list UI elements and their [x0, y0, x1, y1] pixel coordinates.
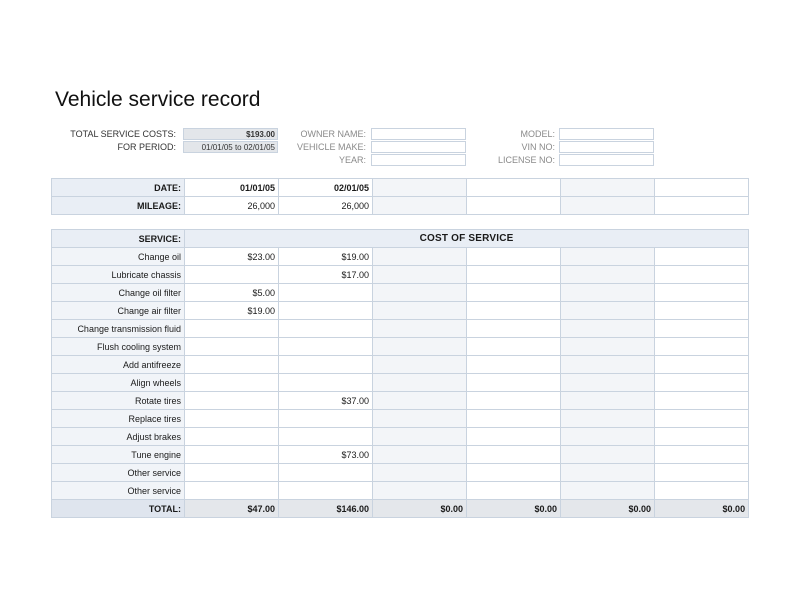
date-cell[interactable]: 01/01/05 [185, 179, 279, 197]
cost-cell[interactable] [467, 446, 561, 464]
cost-cell[interactable]: $37.00 [279, 392, 373, 410]
cost-cell[interactable] [561, 302, 655, 320]
cost-cell[interactable] [373, 374, 467, 392]
cost-cell[interactable] [561, 284, 655, 302]
cost-cell[interactable] [467, 302, 561, 320]
cost-cell[interactable] [467, 320, 561, 338]
service-row [52, 428, 749, 446]
service-row [52, 266, 749, 284]
service-row [52, 338, 749, 356]
service-name: Change transmission fluid [52, 320, 185, 338]
cost-cell[interactable] [561, 266, 655, 284]
cost-cell[interactable] [655, 356, 749, 374]
cost-cell[interactable] [279, 374, 373, 392]
cost-cell[interactable] [561, 356, 655, 374]
cost-cell[interactable] [279, 428, 373, 446]
cost-cell[interactable] [561, 410, 655, 428]
cost-cell[interactable] [467, 266, 561, 284]
service-row [52, 284, 749, 302]
cost-cell[interactable] [185, 338, 279, 356]
service-row [52, 320, 749, 338]
cost-cell[interactable] [467, 338, 561, 356]
service-name: Rotate tires [52, 392, 185, 410]
cost-cell[interactable] [279, 410, 373, 428]
cost-cell[interactable] [185, 266, 279, 284]
cost-cell[interactable] [373, 446, 467, 464]
cost-cell[interactable] [373, 428, 467, 446]
cost-cell[interactable] [655, 464, 749, 482]
cost-of-service-header: COST OF SERVICE [185, 230, 749, 248]
cost-cell[interactable] [279, 338, 373, 356]
service-row [52, 356, 749, 374]
service-row [52, 392, 749, 410]
cost-cell[interactable] [467, 248, 561, 266]
cost-cell[interactable]: $19.00 [279, 248, 373, 266]
service-name: Add antifreeze [52, 356, 185, 374]
service-name: Other service [52, 464, 185, 482]
period-label: FOR PERIOD: [117, 142, 176, 152]
cost-cell[interactable] [185, 320, 279, 338]
service-row [52, 374, 749, 392]
cost-cell[interactable] [185, 482, 279, 500]
cost-cell[interactable] [185, 428, 279, 446]
service-label: SERVICE: [52, 230, 185, 248]
total-cell: $0.00 [655, 500, 749, 518]
date-row [52, 179, 749, 197]
service-name: Replace tires [52, 410, 185, 428]
service-name: Align wheels [52, 374, 185, 392]
cost-cell[interactable] [185, 410, 279, 428]
total-row [52, 500, 749, 518]
cost-cell[interactable] [655, 320, 749, 338]
total-cell: $0.00 [467, 500, 561, 518]
service-row [52, 482, 749, 500]
vin-field[interactable] [559, 141, 654, 153]
cost-cell[interactable] [561, 374, 655, 392]
service-name: Change oil [52, 248, 185, 266]
total-cell: $47.00 [185, 500, 279, 518]
mileage-cell[interactable] [467, 197, 561, 215]
cost-cell[interactable] [655, 284, 749, 302]
date-cell[interactable]: 02/01/05 [279, 179, 373, 197]
cost-cell[interactable] [373, 338, 467, 356]
service-name: Flush cooling system [52, 338, 185, 356]
total-label: TOTAL: [52, 500, 185, 518]
vin-label: VIN NO: [521, 142, 555, 152]
cost-cell[interactable] [373, 356, 467, 374]
service-row [52, 446, 749, 464]
date-cell[interactable] [373, 179, 467, 197]
cost-cell[interactable] [373, 284, 467, 302]
cost-cell[interactable] [467, 482, 561, 500]
cost-cell[interactable] [373, 248, 467, 266]
cost-cell[interactable] [561, 320, 655, 338]
service-name: Tune engine [52, 446, 185, 464]
cost-cell[interactable] [655, 410, 749, 428]
cost-cell[interactable] [655, 482, 749, 500]
cost-cell[interactable] [467, 374, 561, 392]
service-row [52, 410, 749, 428]
service-header-row [52, 230, 749, 248]
cost-cell[interactable] [655, 374, 749, 392]
cost-cell[interactable] [561, 248, 655, 266]
total-cost-label: TOTAL SERVICE COSTS: [70, 129, 176, 139]
service-row [52, 464, 749, 482]
cost-cell[interactable]: $23.00 [185, 248, 279, 266]
total-cell: $0.00 [561, 500, 655, 518]
cost-cell[interactable] [561, 482, 655, 500]
cost-cell[interactable] [655, 428, 749, 446]
cost-cell[interactable] [279, 464, 373, 482]
owner-field[interactable] [371, 128, 466, 140]
total-cell: $0.00 [373, 500, 467, 518]
cost-cell[interactable] [655, 338, 749, 356]
cost-cell[interactable] [279, 284, 373, 302]
cost-cell[interactable] [467, 464, 561, 482]
date-cell[interactable] [467, 179, 561, 197]
service-name: Adjust brakes [52, 428, 185, 446]
service-name: Lubricate chassis [52, 266, 185, 284]
mileage-label: MILEAGE: [52, 197, 185, 215]
service-row [52, 248, 749, 266]
cost-cell[interactable] [185, 464, 279, 482]
mileage-cell[interactable] [561, 197, 655, 215]
mileage-cell[interactable]: 26,000 [279, 197, 373, 215]
cost-cell[interactable] [373, 464, 467, 482]
cost-cell[interactable] [655, 446, 749, 464]
cost-cell[interactable] [185, 374, 279, 392]
cost-cell[interactable]: $73.00 [279, 446, 373, 464]
mileage-cell[interactable] [655, 197, 749, 215]
license-label: LICENSE NO: [497, 155, 555, 165]
period-value[interactable]: 01/01/05 to 02/01/05 [183, 141, 278, 153]
date-mileage-table [51, 178, 749, 215]
cost-cell[interactable] [373, 320, 467, 338]
cost-cell[interactable] [279, 482, 373, 500]
cost-cell[interactable] [655, 392, 749, 410]
cost-cell[interactable] [467, 284, 561, 302]
cost-cell[interactable] [561, 464, 655, 482]
date-cell[interactable] [561, 179, 655, 197]
cost-cell[interactable] [467, 428, 561, 446]
cost-cell[interactable]: $5.00 [185, 284, 279, 302]
cost-cell[interactable] [467, 356, 561, 374]
mileage-cell[interactable] [373, 197, 467, 215]
cost-cell[interactable] [279, 302, 373, 320]
cost-cell[interactable] [373, 410, 467, 428]
cost-cell[interactable] [561, 446, 655, 464]
cost-cell[interactable] [561, 338, 655, 356]
cost-cell[interactable] [279, 356, 373, 374]
service-name: Change air filter [52, 302, 185, 320]
model-field[interactable] [559, 128, 654, 140]
mileage-cell[interactable]: 26,000 [185, 197, 279, 215]
service-name: Other service [52, 482, 185, 500]
cost-cell[interactable] [561, 392, 655, 410]
cost-cell[interactable] [373, 266, 467, 284]
mileage-row [52, 197, 749, 215]
cost-cell[interactable] [373, 302, 467, 320]
cost-cell[interactable] [561, 428, 655, 446]
make-label: VEHICLE MAKE: [296, 142, 366, 152]
cost-cell[interactable] [185, 392, 279, 410]
date-label: DATE: [52, 179, 185, 197]
year-label: YEAR: [338, 155, 366, 165]
owner-label: OWNER NAME: [300, 129, 366, 139]
cost-cell[interactable] [655, 266, 749, 284]
page-title: Vehicle service record [55, 88, 261, 111]
service-row [52, 302, 749, 320]
cost-cell[interactable] [373, 392, 467, 410]
service-table [51, 229, 749, 518]
total-cost-value: $193.00 [183, 128, 278, 140]
make-field[interactable] [371, 141, 466, 153]
cost-cell[interactable] [185, 356, 279, 374]
service-name: Change oil filter [52, 284, 185, 302]
cost-cell[interactable] [467, 410, 561, 428]
cost-cell[interactable] [655, 248, 749, 266]
cost-cell[interactable] [467, 392, 561, 410]
cost-cell[interactable]: $17.00 [279, 266, 373, 284]
total-cell: $146.00 [279, 500, 373, 518]
year-field[interactable] [371, 154, 466, 166]
cost-cell[interactable] [185, 446, 279, 464]
model-label: MODEL: [520, 129, 555, 139]
date-cell[interactable] [655, 179, 749, 197]
cost-cell[interactable] [655, 302, 749, 320]
cost-cell[interactable] [373, 482, 467, 500]
license-field[interactable] [559, 154, 654, 166]
cost-cell[interactable] [279, 320, 373, 338]
cost-cell[interactable]: $19.00 [185, 302, 279, 320]
